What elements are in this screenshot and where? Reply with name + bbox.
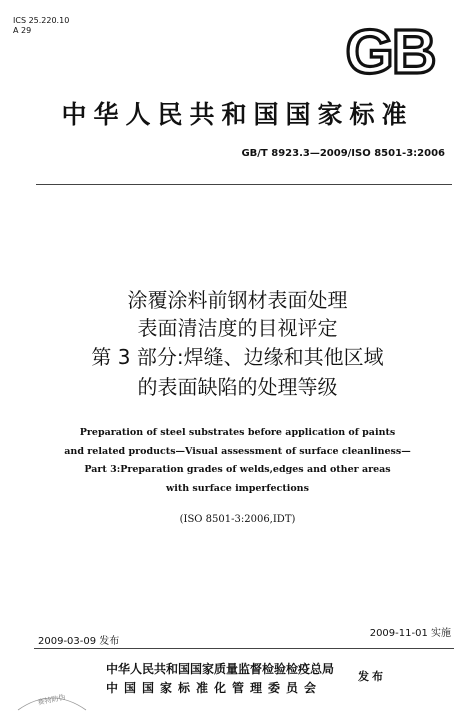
bottom-divider [34,648,454,649]
iso-equivalence: (ISO 8501-3:2006,IDT) [179,514,296,525]
english-title-line-2: and related products—Visual assessment of surface cleanliness— [64,446,411,457]
chinese-title-line-1: 涂覆涂料前钢材表面处理 [127,288,348,312]
english-title-line-3: Part 3:Preparation grades of welds,edges and other areas [84,464,391,475]
anti-counterfeit-stamp [14,680,90,720]
english-title-line-4: with surface imperfections [166,483,309,494]
issuer-sac: 中国国家标准化管理委员会 [106,681,323,695]
publish-label: 发布 [358,670,386,683]
chinese-title-line-4: 的表面缺陷的处理等级 [137,375,338,399]
ics-code: ICS 25.220.10 [13,16,70,25]
standard-number: GB/T 8923.3—2009/ISO 8501-3:2006 [241,148,445,159]
issue-date: 2009-03-09 发布 [38,636,120,647]
chinese-title-line-3: 第 3 部分:焊缝、边缘和其他区域 [91,345,384,369]
implementation-date: 2009-11-01 实施 [369,628,451,639]
top-divider [36,184,452,185]
issuer-aqsiq: 中华人民共和国国家质量监督检验检疫总局 [106,662,335,676]
national-standard-title: 中华人民共和国国家标准 [61,100,414,129]
gb-logo-text: GB [345,21,435,79]
gb-logo [326,21,454,79]
english-title-line-1: Preparation of steel substrates before application of paints [79,427,396,438]
ics-code-block [13,16,69,36]
chinese-title-line-2: 表面清洁度的目视评定 [137,316,338,340]
stamp-text: 赛特防伪 [37,693,67,707]
ccs-code: A 29 [13,26,32,35]
